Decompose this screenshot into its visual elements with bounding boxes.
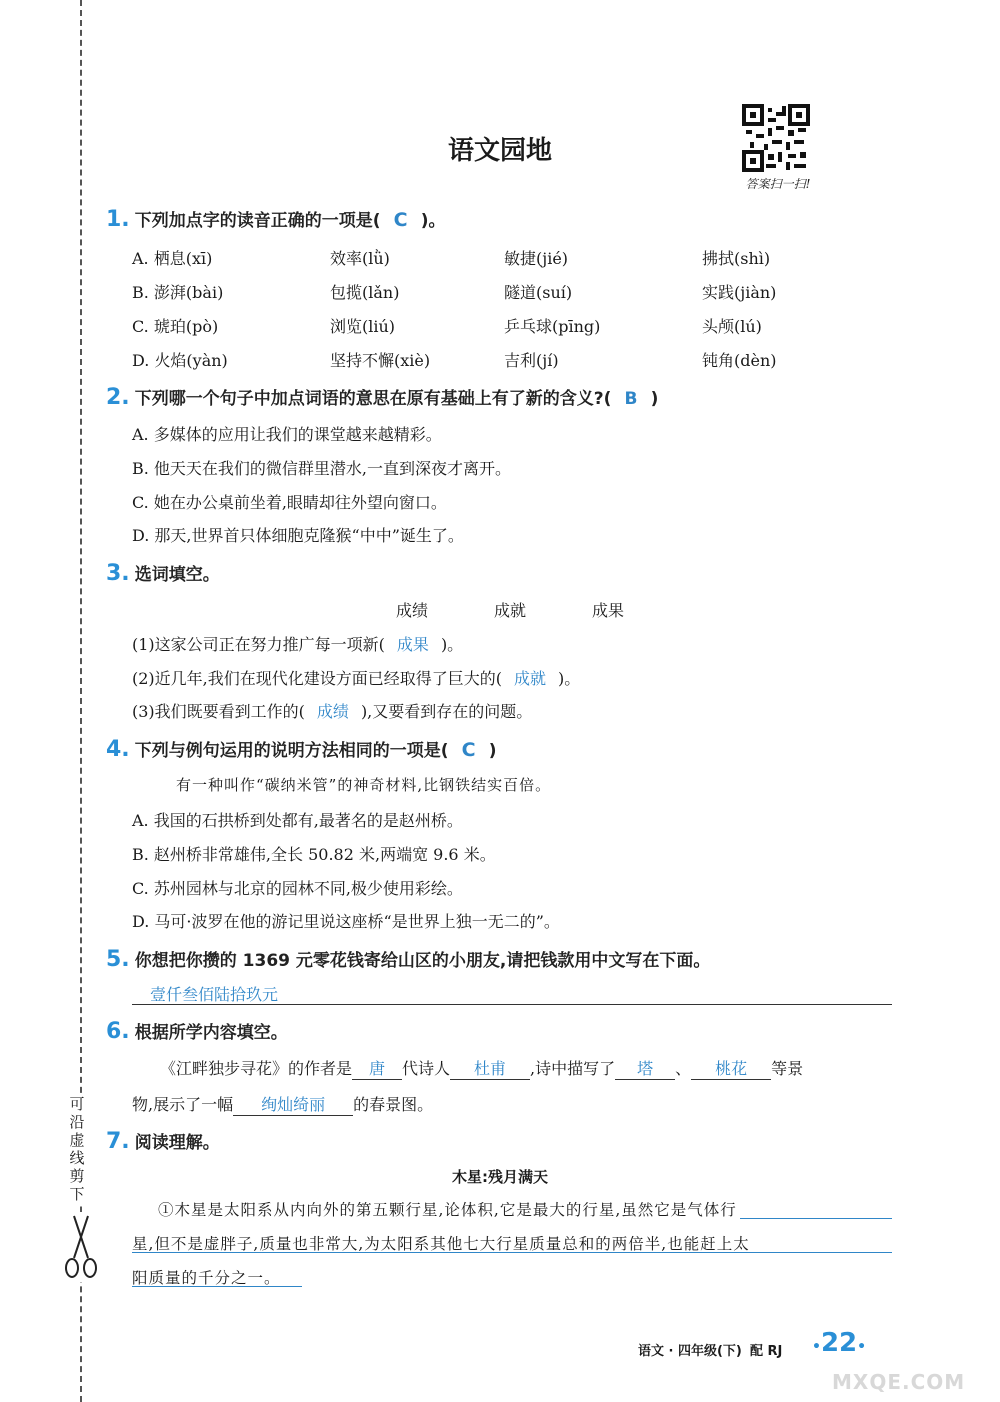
- answer-6-4: 桃花: [691, 1056, 771, 1080]
- answer-line: [132, 1004, 892, 1005]
- watermark: MXQE.COM: [832, 1370, 966, 1394]
- passage-title: 木星:残月满天: [452, 1168, 548, 1186]
- answer-4: C: [461, 739, 476, 761]
- answer-1: C: [393, 209, 408, 231]
- page-title: 语文园地: [447, 136, 552, 166]
- question-1: 1. 下列加点字的读音正确的一项是( C )。: [106, 207, 446, 232]
- question-2: 2. 下列哪一个句子中加点词语的意思在原有基础上有了新的含义?( B ): [106, 385, 659, 410]
- answer-5: 壹仟叁佰陆拾玖元: [150, 985, 279, 1004]
- qr-caption: 答案扫一扫!: [745, 177, 811, 191]
- q3-item-2: (2)近几年,我们在现代化建设方面已经取得了巨大的( 成就 )。: [132, 669, 581, 688]
- question-5: 5. 你想把你攒的 1369 元零花钱寄给山区的小朋友,请把钱款用中文写在下面。: [106, 947, 711, 972]
- q4-option-a: A. 我国的石拱桥到处都有,最著名的是赵州桥。: [132, 811, 463, 830]
- page-number: •22•: [812, 1328, 867, 1358]
- answer-6-5: 绚灿绮丽: [233, 1092, 353, 1116]
- answer-3-2: 成就: [514, 669, 547, 688]
- q4-option-b: B. 赵州桥非常雄伟,全长 50.82 米,两端宽 9.6 米。: [132, 845, 496, 864]
- q4-option-d: D. 马可·波罗在他的游记里说这座桥“是世界上独一无二的”。: [132, 912, 560, 931]
- passage-underline-1: [740, 1218, 892, 1219]
- answer-6-2: 杜甫: [450, 1056, 530, 1080]
- passage-line-1: ①木星是太阳系从内向外的第五颗行星,论体积,它是最大的行星,虽然它是气体行: [158, 1201, 737, 1219]
- q2-option-c: C. 她在办公桌前坐着,眼睛却往外望向窗口。: [132, 493, 447, 512]
- question-3: 3. 选词填空。: [106, 561, 220, 586]
- passage-underline-3: [132, 1286, 302, 1287]
- q2-option-b: B. 他天天在我们的微信群里潜水,一直到深夜才离开。: [132, 459, 512, 478]
- q6-line-1: 《江畔独步寻花》的作者是 唐 代诗人 杜甫 ,诗中描写了 塔 、 桃花 等景: [160, 1056, 803, 1080]
- answer-6-1: 唐: [352, 1056, 402, 1080]
- q6-line-2: 物,展示了一幅 绚灿绮丽 的春景图。: [132, 1092, 433, 1116]
- question-7: 7. 阅读理解。: [106, 1129, 220, 1154]
- q3-item-1: (1)这家公司正在努力推广每一项新( 成果 )。: [132, 635, 464, 654]
- question-6: 6. 根据所学内容填空。: [106, 1019, 288, 1044]
- answer-3-1: 成果: [396, 635, 429, 654]
- q3-item-3: (3)我们既要看到工作的( 成绩 ),又要看到存在的问题。: [132, 702, 533, 721]
- q2-option-a: A. 多媒体的应用让我们的课堂越来越精彩。: [132, 425, 442, 444]
- q4-example: 有一种叫作“碳纳米管”的神奇材料,比钢铁结实百倍。: [176, 776, 552, 794]
- question-4: 4. 下列与例句运用的说明方法相同的一项是( C ): [106, 737, 497, 762]
- answer-6-3: 塔: [615, 1056, 675, 1080]
- scissors-icon: [64, 1212, 98, 1282]
- footer-subject: 语文 · 四年级(下): [638, 1344, 742, 1359]
- side-note: 可 沿 虚 线 剪 下: [66, 1095, 88, 1203]
- qr-code-icon: [742, 104, 810, 172]
- passage-line-2: 星,但不是虚胖子,质量也非常大,为太阳系其他七大行星质量总和的两倍半,也能赶上太: [132, 1235, 750, 1253]
- q2-option-d: D. 那天,世界首只体细胞克隆猴“中中”诞生了。: [132, 526, 464, 545]
- footer-edition: 配 RJ: [750, 1344, 783, 1359]
- answer-2: B: [624, 389, 638, 409]
- q4-option-c: C. 苏州园林与北京的园林不同,极少使用彩绘。: [132, 879, 463, 898]
- passage-underline-2: [132, 1252, 892, 1253]
- passage-line-3: 阳质量的千分之一。: [132, 1269, 281, 1287]
- answer-3-3: 成绩: [316, 702, 349, 721]
